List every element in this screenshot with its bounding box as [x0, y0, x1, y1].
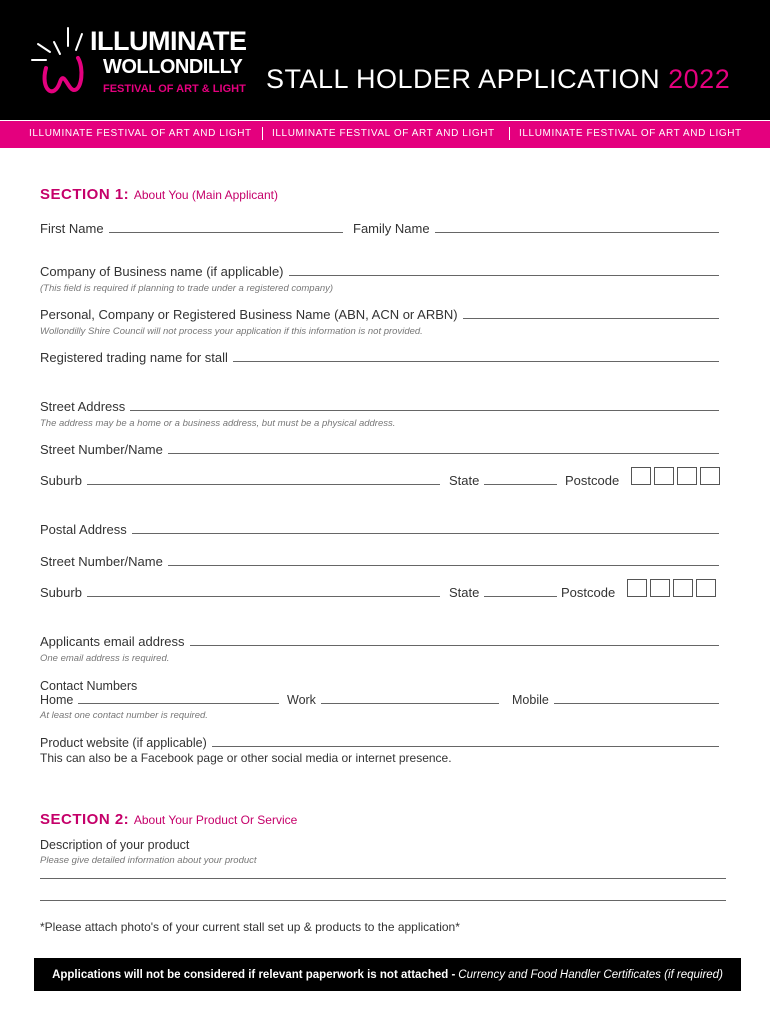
page-title-year: 2022 [668, 64, 731, 94]
company-label: Company of Business name (if applicable) [40, 264, 284, 279]
postal-postcode-label: Postcode [561, 585, 616, 600]
postcode-boxes[interactable] [631, 467, 723, 485]
work-phone-field[interactable] [287, 693, 499, 707]
section-2-label: SECTION 2: [40, 811, 130, 828]
website-hint: This can also be a Facebook page or other social media or internet presence. [40, 751, 452, 765]
postcode-label: Postcode [565, 473, 620, 488]
website-line[interactable] [212, 746, 719, 747]
postal-postcode-label-wrap [561, 585, 617, 600]
family-name-label: Family Name [353, 221, 430, 236]
section-1-heading [40, 186, 278, 203]
postal-postcode-boxes[interactable] [627, 579, 719, 597]
street-number-label: Street Number/Name [40, 442, 163, 457]
postal-state-line[interactable] [484, 596, 557, 597]
first-name-line[interactable] [109, 232, 343, 233]
postal-suburb-field[interactable] [40, 585, 440, 600]
header-strip [0, 121, 770, 148]
abn-hint: Wollondilly Shire Council will not process your application if this information is not provided. [40, 326, 423, 337]
first-name-field[interactable] [40, 221, 343, 236]
product-description-line[interactable] [40, 900, 726, 901]
trading-name-line[interactable] [233, 361, 719, 362]
first-name-label: First Name [40, 221, 104, 236]
postcode-box[interactable] [700, 467, 720, 485]
street-address-hint: The address may be a home or a business address, but must be a physical address. [40, 418, 396, 429]
suburb-field[interactable] [40, 473, 440, 488]
email-hint: One email address is required. [40, 653, 170, 664]
strip-text-2: ILLUMINATE FESTIVAL OF ART AND LIGHT [272, 128, 495, 139]
postal-street-number-line[interactable] [168, 565, 719, 566]
postal-suburb-label: Suburb [40, 585, 82, 600]
home-phone-label: Home [40, 693, 74, 707]
work-phone-line[interactable] [321, 703, 499, 704]
mobile-phone-field[interactable] [512, 693, 719, 707]
postal-street-number-label: Street Number/Name [40, 554, 163, 569]
footer-notice [34, 958, 741, 991]
street-number-line[interactable] [168, 453, 719, 454]
postcode-box[interactable] [650, 579, 670, 597]
logo-text-illuminate: ILLUMINATE [90, 26, 247, 56]
postcode-box[interactable] [654, 467, 674, 485]
email-field[interactable] [40, 634, 719, 649]
postal-address-label: Postal Address [40, 522, 127, 537]
postal-state-label: State [449, 585, 480, 600]
trading-name-label: Registered trading name for stall [40, 350, 228, 365]
trading-name-field[interactable] [40, 350, 719, 365]
family-name-line[interactable] [435, 232, 719, 233]
logo-text-wollondilly: WOLLONDILLY [103, 56, 243, 78]
footer-italic-text: Currency and Food Handler Certificates (if required) [458, 968, 723, 981]
contact-numbers-label: Contact Numbers [40, 679, 138, 693]
website-field[interactable] [40, 736, 719, 750]
header-banner [0, 0, 770, 120]
postcode-box[interactable] [673, 579, 693, 597]
section-1-label: SECTION 1: [40, 186, 130, 203]
postcode-box[interactable] [696, 579, 716, 597]
product-description-label: Description of your product [40, 838, 190, 852]
suburb-line[interactable] [87, 484, 440, 485]
logo-text-festival: FESTIVAL OF ART & LIGHT [103, 83, 246, 95]
footer-bold-text: Applications will not be considered if relevant paperwork is not attached - [52, 968, 456, 981]
state-field[interactable] [449, 473, 557, 488]
page-title [266, 64, 730, 95]
company-field[interactable] [40, 264, 719, 279]
postal-suburb-line[interactable] [87, 596, 440, 597]
street-address-line[interactable] [130, 410, 719, 411]
abn-field[interactable] [40, 307, 719, 322]
abn-line[interactable] [463, 318, 719, 319]
mobile-phone-line[interactable] [554, 703, 719, 704]
strip-text-1: ILLUMINATE FESTIVAL OF ART AND LIGHT [29, 128, 252, 139]
home-phone-line[interactable] [78, 703, 279, 704]
section-2-desc: About Your Product Or Service [133, 813, 298, 827]
street-number-field[interactable] [40, 442, 719, 457]
street-address-field[interactable] [40, 399, 719, 414]
postal-address-field[interactable] [40, 522, 719, 537]
suburb-label: Suburb [40, 473, 82, 488]
state-label: State [449, 473, 480, 488]
page-title-text: STALL HOLDER APPLICATION [266, 64, 661, 94]
strip-divider [509, 127, 510, 140]
postcode-label-wrap [565, 473, 621, 488]
postal-street-number-field[interactable] [40, 554, 719, 569]
product-description-hint: Please give detailed information about your product [40, 855, 257, 866]
website-label: Product website (if applicable) [40, 736, 207, 750]
family-name-field[interactable] [353, 221, 719, 236]
strip-divider [262, 127, 263, 140]
postcode-box[interactable] [677, 467, 697, 485]
section-2-heading [40, 811, 297, 828]
email-line[interactable] [190, 645, 719, 646]
abn-label: Personal, Company or Registered Business Name (ABN, ACN or ARBN) [40, 307, 458, 322]
home-phone-field[interactable] [40, 693, 279, 707]
postcode-box[interactable] [631, 467, 651, 485]
section-1-desc: About You (Main Applicant) [133, 188, 278, 202]
mobile-phone-label: Mobile [512, 693, 549, 707]
strip-text-3: ILLUMINATE FESTIVAL OF ART AND LIGHT [519, 128, 742, 139]
company-line[interactable] [289, 275, 719, 276]
attach-photos-note: *Please attach photo's of your current stall set up & products to the application* [40, 920, 460, 934]
postcode-box[interactable] [627, 579, 647, 597]
contact-hint: At least one contact number is required. [40, 710, 208, 721]
postal-address-line[interactable] [132, 533, 719, 534]
company-hint: (This field is required if planning to trade under a registered company) [40, 283, 334, 294]
product-description-line[interactable] [40, 878, 726, 879]
state-line[interactable] [484, 484, 557, 485]
work-phone-label: Work [287, 693, 316, 707]
email-label: Applicants email address [40, 634, 185, 649]
postal-state-field[interactable] [449, 585, 557, 600]
street-address-label: Street Address [40, 399, 126, 414]
